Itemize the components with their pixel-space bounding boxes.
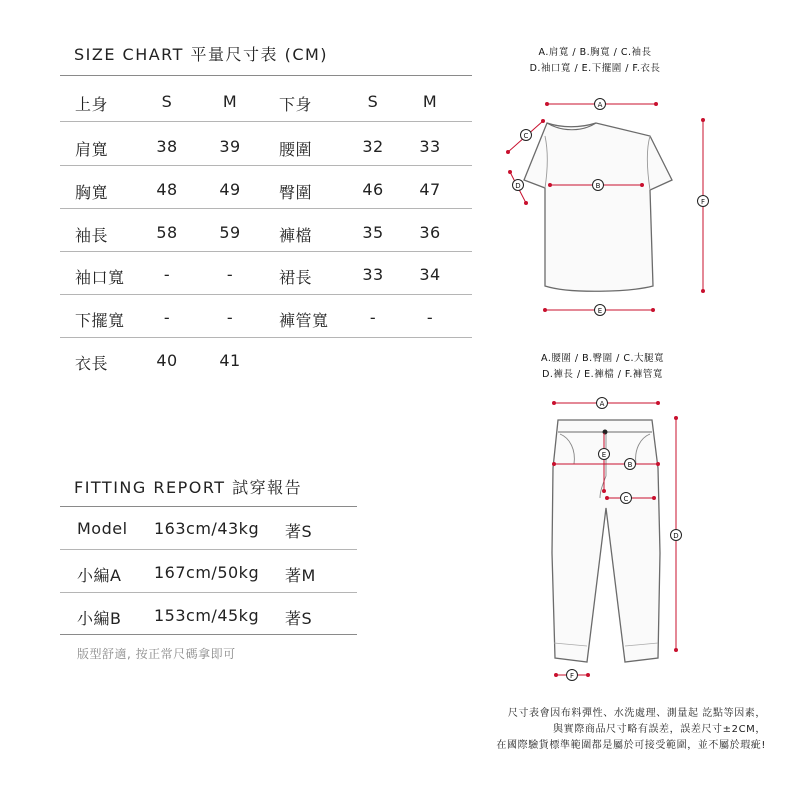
size-chart-title: SIZE CHART 平量尺寸表 (CM): [74, 45, 329, 64]
marker-f: [567, 670, 578, 681]
row-value-m: 59: [219, 223, 241, 242]
marker-c: [621, 493, 632, 504]
top-header-m: M: [222, 92, 238, 111]
disclaimer-line2: 與實際商品尺寸略有誤差，誤差尺寸±2CM，: [553, 724, 766, 735]
row-value-s: -: [369, 308, 377, 327]
measure-dot: [552, 462, 556, 466]
svg-text:A: A: [599, 400, 605, 408]
row-label: 袖口寬: [75, 268, 125, 287]
svg-text:B: B: [627, 461, 633, 469]
disclaimer-line3: 在國際驗貨標準範圍都是屬於可接受範圍，並不屬於瑕疵!: [496, 740, 766, 751]
row-label: 腰圍: [279, 140, 313, 159]
measure-dot: [652, 496, 656, 500]
measure-dot: [656, 462, 660, 466]
svg-text:E: E: [597, 307, 603, 315]
row-label: 下擺寬: [75, 311, 125, 330]
svg-text:F: F: [569, 672, 575, 680]
measure-dot: [640, 183, 644, 187]
measure-dot: [651, 308, 655, 312]
divider: [60, 337, 472, 338]
top-legend-line2: D.袖口寬 / E.下擺圍 / F.衣長: [529, 63, 661, 74]
measure-dot: [543, 308, 547, 312]
tshirt-diagram: [490, 88, 730, 328]
measure-dot: [701, 118, 705, 122]
bottom-header-s: S: [367, 92, 379, 111]
tester-stats: 167cm/50kg: [154, 563, 260, 582]
tester-name: Model: [77, 519, 128, 538]
marker-d: [671, 530, 682, 541]
pants-button: [603, 430, 608, 435]
row-value-m: 47: [419, 180, 441, 199]
divider: [60, 75, 472, 76]
marker-b: [593, 180, 604, 191]
tester-name: 小編B: [77, 609, 122, 628]
measure-dot: [552, 401, 556, 405]
row-value-m: 34: [419, 265, 441, 284]
svg-text:F: F: [700, 198, 706, 206]
row-label: 胸寬: [75, 183, 109, 202]
pants-legend-line1: A.腰圍 / B.臀圍 / C.大腿寬: [540, 353, 665, 364]
divider: [60, 549, 357, 550]
measure-dot: [656, 401, 660, 405]
row-label: 肩寬: [75, 140, 109, 159]
divider: [60, 251, 472, 252]
divider: [60, 506, 357, 507]
top-header-label: 上身: [75, 95, 109, 114]
measure-dot: [654, 102, 658, 106]
svg-text:E: E: [601, 451, 607, 459]
row-value-m: 41: [219, 351, 241, 370]
marker-a: [595, 99, 606, 110]
tester-stats: 153cm/45kg: [154, 606, 260, 625]
svg-text:D: D: [673, 532, 679, 540]
measure-dot: [674, 648, 678, 652]
marker-e: [599, 449, 610, 460]
pants-diagram: [530, 388, 690, 688]
measure-dot: [506, 150, 510, 154]
row-value-s: 40: [156, 351, 178, 370]
tester-size: 著S: [285, 609, 313, 628]
row-value-s: 32: [362, 137, 384, 156]
bottom-header-m: M: [422, 92, 438, 111]
divider: [60, 294, 472, 295]
row-value-s: 33: [362, 265, 384, 284]
top-header-s: S: [161, 92, 173, 111]
tester-size: 著M: [285, 566, 316, 585]
row-value-m: 36: [419, 223, 441, 242]
row-value-s: -: [163, 308, 171, 327]
svg-text:A: A: [597, 101, 603, 109]
measure-dot: [701, 289, 705, 293]
marker-e: [595, 305, 606, 316]
marker-f: [698, 196, 709, 207]
disclaimer-line1: 尺寸表會因布料彈性、水洗處理、測量起 訖點等因素，: [507, 708, 766, 719]
row-value-s: 38: [156, 137, 178, 156]
row-value-s: 46: [362, 180, 384, 199]
row-value-m: -: [226, 265, 234, 284]
measure-dot: [602, 489, 606, 493]
top-legend-line1: A.肩寬 / B.胸寬 / C.袖長: [538, 47, 652, 58]
pants-legend-line2: D.褲長 / E.褲檔 / F.褲管寬: [542, 369, 663, 380]
fitting-report-title: FITTING REPORT 試穿報告: [74, 478, 303, 497]
row-value-m: -: [226, 308, 234, 327]
svg-text:C: C: [523, 132, 529, 140]
row-value-m: 49: [219, 180, 241, 199]
row-label: 褲檔: [279, 226, 313, 245]
measure-dot: [548, 183, 552, 187]
row-label: 袖長: [75, 226, 109, 245]
divider: [60, 592, 357, 593]
tshirt-outline: [524, 123, 672, 291]
fitting-note: 版型舒適, 按正常尺碼拿即可: [77, 647, 236, 661]
divider: [60, 208, 472, 209]
measure-dot: [586, 673, 590, 677]
marker-a: [597, 398, 608, 409]
row-label: 臀圍: [279, 183, 313, 202]
row-value-s: 58: [156, 223, 178, 242]
divider: [60, 634, 357, 635]
measure-dot: [554, 673, 558, 677]
marker-b: [625, 459, 636, 470]
svg-text:B: B: [595, 182, 601, 190]
tester-size: 著S: [285, 522, 313, 541]
row-value-m: -: [426, 308, 434, 327]
row-value-s: 35: [362, 223, 384, 242]
row-value-m: 33: [419, 137, 441, 156]
measure-dot: [674, 416, 678, 420]
row-value-s: 48: [156, 180, 178, 199]
measure-dot: [508, 170, 512, 174]
bottom-header-label: 下身: [279, 95, 313, 114]
tester-name: 小編A: [77, 566, 122, 585]
divider: [60, 165, 472, 166]
svg-text:C: C: [623, 495, 629, 503]
measure-dot: [605, 496, 609, 500]
row-label: 褲管寬: [279, 311, 329, 330]
row-label: 裙長: [279, 268, 313, 287]
marker-d: [513, 180, 524, 191]
row-label: 衣長: [75, 354, 109, 373]
row-value-s: -: [163, 265, 171, 284]
measure-dot: [524, 201, 528, 205]
measure-dot: [541, 119, 545, 123]
row-value-m: 39: [219, 137, 241, 156]
divider: [60, 121, 472, 122]
measure-dot: [545, 102, 549, 106]
tester-stats: 163cm/43kg: [154, 519, 260, 538]
marker-c: [521, 130, 532, 141]
svg-text:D: D: [515, 182, 521, 190]
